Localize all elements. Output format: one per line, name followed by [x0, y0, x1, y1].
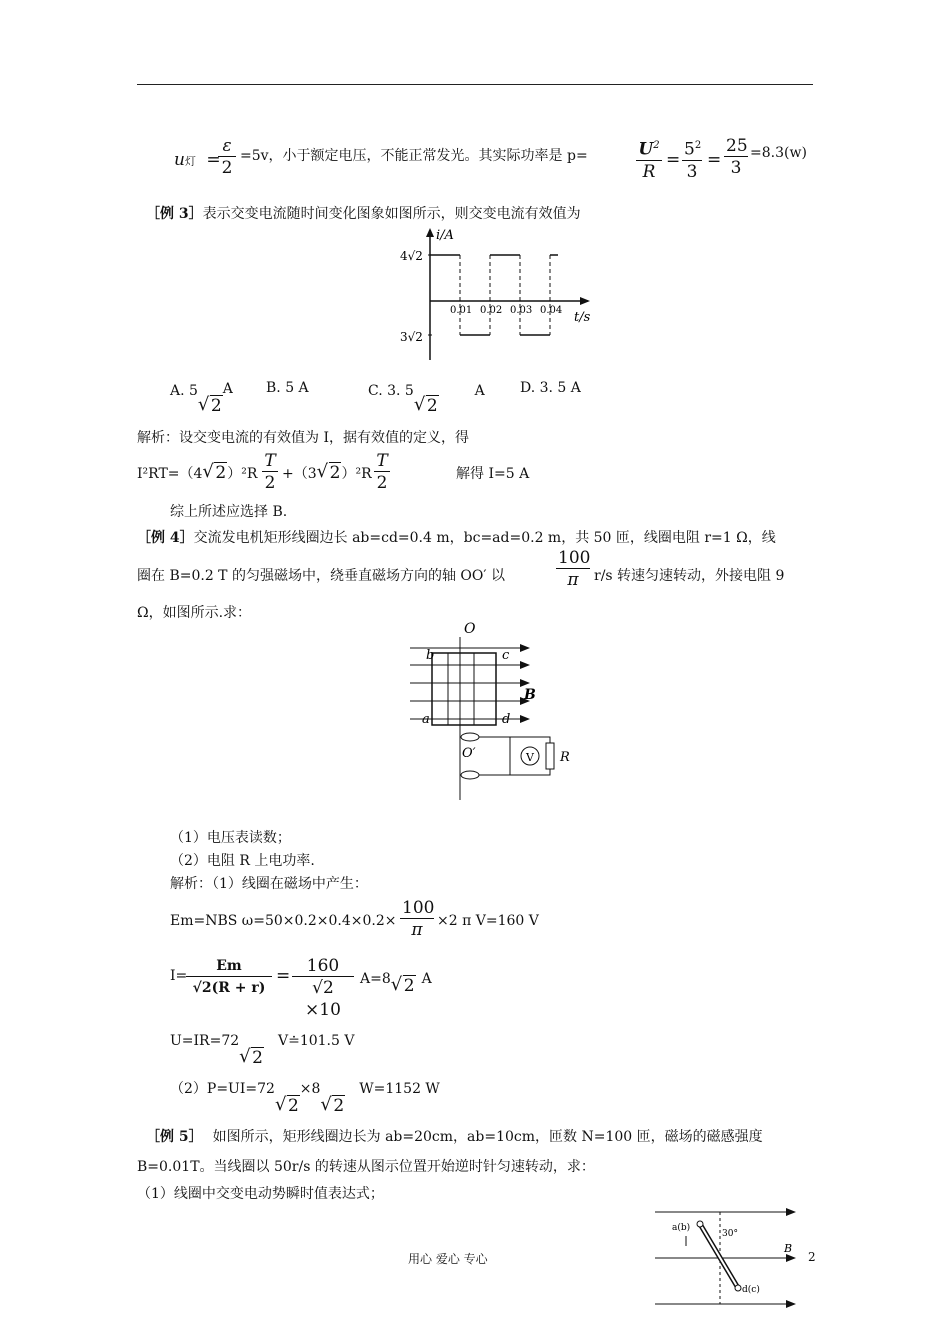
svg-text:a(b): a(b) [672, 1223, 691, 1233]
option-b: B. 5 A [266, 380, 309, 396]
y-axis-arrow [426, 228, 434, 237]
svg-text:a: a [422, 712, 430, 727]
T-over-2-b: $\frac{T}{2}$ [374, 451, 390, 494]
ex4-p-eq: （2）P=UI=72√ 2×8√ 2W=1152 W [170, 1078, 440, 1098]
ex3-analysis: 解析：设交变电流的有效值为 I，据有效值的定义，得 [137, 430, 469, 446]
T-over-2-a: $\frac{T}{2}$ [262, 451, 278, 494]
ex4-q1: （1）电压表读数； [170, 830, 291, 846]
x-tick-1: 0.01 [450, 305, 473, 316]
em-frac: $\frac{100}{\pi}$ [402, 898, 435, 940]
ex4-em-eq: Em=NBS ω=50×0.2×0.4×0.2× [170, 913, 397, 929]
svg-text:B: B [784, 1242, 793, 1255]
svg-text:O: O [464, 621, 476, 637]
ex4-u-eq: U=IR=72√ 2V≐101.5 V [170, 1030, 354, 1050]
svg-text:R: R [560, 750, 570, 765]
ex3-heading: ［例 3］表示交变电流随时间变化图象如图所示，则交变电流有效值为 [146, 206, 581, 222]
ex4-text1: ［例 4］交流发电机矩形线圈边长 ab=cd=0.4 m，bc=ad=0.2 m，共 50 匝，线圈电阻 r=1 Ω，线 [137, 530, 776, 546]
i-frac-2: $\frac{160}{√2 \times 10}$ [292, 956, 354, 1021]
ex3-conclusion: 综上所述应选择 B. [170, 504, 288, 520]
ex5-text1: ［例 5］ 如图所示，矩形线圈边长为 ab=20cm，ab=10cm，匝数 N=100 匝，磁场的磁感强度 [146, 1129, 763, 1145]
svg-text:b: b [426, 648, 435, 663]
svg-text:O′: O′ [462, 746, 476, 761]
y-axis-label: i/A [436, 228, 454, 243]
x-tick-2: 0.02 [480, 305, 503, 316]
svg-text:d(c): d(c) [742, 1285, 760, 1295]
frac-25-over-3: $\frac{25}{3}$ [726, 136, 748, 178]
u2-over-r: $\frac{U^2}{R}$ [636, 136, 662, 183]
y-tick-top: 4√2 [400, 249, 423, 263]
y-tick-bottom: 3√2 [400, 330, 423, 344]
option-a: A. 5√ 2A [170, 380, 233, 400]
x-axis-label: t/s [574, 310, 591, 325]
ex3-result: 解得 I=5 A [456, 466, 530, 482]
ex4-em-result: ×2 π V=160 V [437, 913, 539, 929]
svg-text:d: d [502, 712, 511, 727]
ex5-text2: B=0.01T。当线圈以 50r/s 的转速从图示位置开始逆时针匀速转动，求： [137, 1159, 595, 1175]
svg-text:c: c [502, 648, 510, 663]
ex4-text2a: 圈在 B=0.2 T 的匀强磁场中，绕垂直磁场方向的轴 OO′ 以 [137, 568, 506, 584]
ex3-equation: I²RT=（4√ 2）²R [137, 463, 257, 483]
ex5-coil-figure [650, 1200, 800, 1310]
ex4-i-label: I= [170, 968, 188, 984]
i-frac-1: $\frac{Em}{√2(R + r)}$ [186, 956, 272, 999]
ex4-i-result: A=8√ 2 A [360, 968, 432, 988]
formula-u-lamp: u灯 = [174, 150, 221, 170]
ex5-q1: （1）线圈中交变电动势瞬时值表达式； [137, 1186, 384, 1202]
ex4-generator-figure [400, 615, 590, 805]
svg-text:B: B [524, 687, 536, 703]
ex4-text3: Ω，如图所示.求： [137, 605, 252, 621]
option-c: C. 3. 5√ 2A [368, 380, 485, 400]
100-over-pi: $\frac{100}{\pi}$ [558, 548, 591, 590]
svg-text:30°: 30° [722, 1229, 738, 1239]
header-rule [137, 84, 813, 85]
line1-text: =5v，小于额定电压，不能正常发光。其实际功率是 p= [240, 148, 588, 164]
line1-result: =8.3(w) [750, 145, 807, 161]
eps-over-2: $\frac{\varepsilon}{2}$ [218, 136, 236, 179]
ex3-graph [370, 225, 610, 365]
x-tick-3: 0.03 [510, 305, 533, 316]
frac-5sq-over-3: $\frac{5^2}{3}$ [682, 136, 702, 183]
footer-text: 用心 爱心 专心 [408, 1252, 488, 1266]
svg-text:V: V [526, 751, 534, 764]
ex4-q2: （2）电阻 R 上电功率. [170, 853, 315, 869]
ex4-analysis: 解析：（1）线圈在磁场中产生： [170, 876, 368, 892]
x-tick-4: 0.04 [540, 305, 563, 316]
ex4-text2b: r/s 转速匀速转动，外接电阻 9 [594, 568, 785, 584]
page-number: 2 [808, 1250, 816, 1264]
x-axis-arrow [580, 297, 590, 305]
option-d: D. 3. 5 A [520, 380, 581, 396]
